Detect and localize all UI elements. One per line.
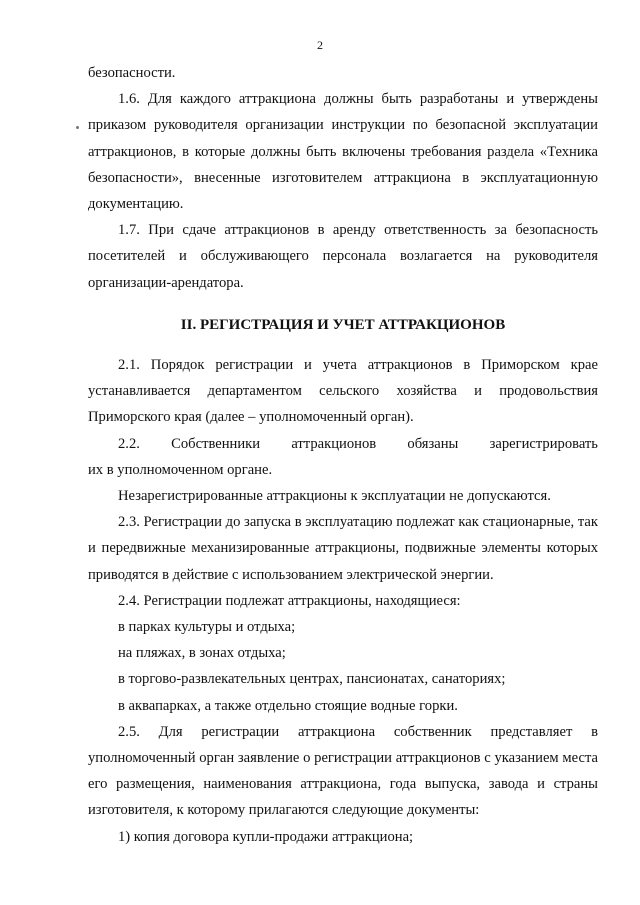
paragraph-2-1: 2.1. Порядок регистрации и учета аттракционов в Приморском крае устанавливается департаментом сельского хозяйства и продовольствия Приморского края (далее – уполномоченный орган). [88,357,598,426]
section-heading: II. РЕГИСТРАЦИЯ И УЧЕТ АТТРАКЦИОНОВ [180,316,506,333]
list-item-document: 1) копия договора купли-продажи аттракциона; [118,828,414,845]
paragraph-2-3: 2.3. Регистрации до запуска в эксплуатацию подлежат как стационарные, так и передвижные механизированные аттракционы, подвижные элементы которых приводятся в действие с использованием электрической энергии. [88,514,598,583]
paragraph-continuation: безопасности. [88,65,176,81]
word: аттракционов [291,435,377,452]
page-number: 2 [317,38,323,52]
margin-mark [76,126,79,129]
paragraph-2-2-first-line [88,431,598,457]
paragraph-2-2-note: Незарегистрированные аттракционы к эксплуатации не допускаются. [118,488,551,505]
list-item: на пляжах, в зонах отдыха; [118,645,286,662]
list-item: в парках культуры и отдыха; [118,619,296,636]
word: обязаны [407,435,459,452]
paragraph-2-2-tail: их в уполномоченном органе. [88,461,273,478]
word: 2.2. [118,435,140,452]
paragraph-1-7: 1.7. При сдаче аттракционов в аренду ответственность за безопасность посетителей и обслуживающего персонала возлагается на руководителя организации-арендатора. [88,222,598,291]
list-item: в аквапарках, а также отдельно стоящие водные горки. [118,697,458,714]
paragraph-1-6: 1.6. Для каждого аттракциона должны быть разработаны и утверждены приказом руководителя организации инструкции по безопасной эксплуатации аттракционов, в которые должны быть включены требования раздела «Техника безопасности», внесенные изготовителем аттракциона в эксплуатационную документацию. [88,91,598,213]
list-item: в торгово-развлекательных центрах, пансионатах, санаториях; [118,671,506,688]
document-body [88,60,598,850]
paragraph-2-4: 2.4. Регистрации подлежат аттракционы, находящиеся: [118,592,461,609]
word: зарегистрировать [489,435,598,452]
word: Собственники [171,435,261,452]
paragraph-2-5: 2.5. Для регистрации аттракциона собственник представляет в уполномоченный орган заявление о регистрации аттракционов с указанием места его размещения, наименования аттракциона, года выпуска, завода и страны изготовителя, к которому прилагаются следующие документы: [88,723,598,819]
